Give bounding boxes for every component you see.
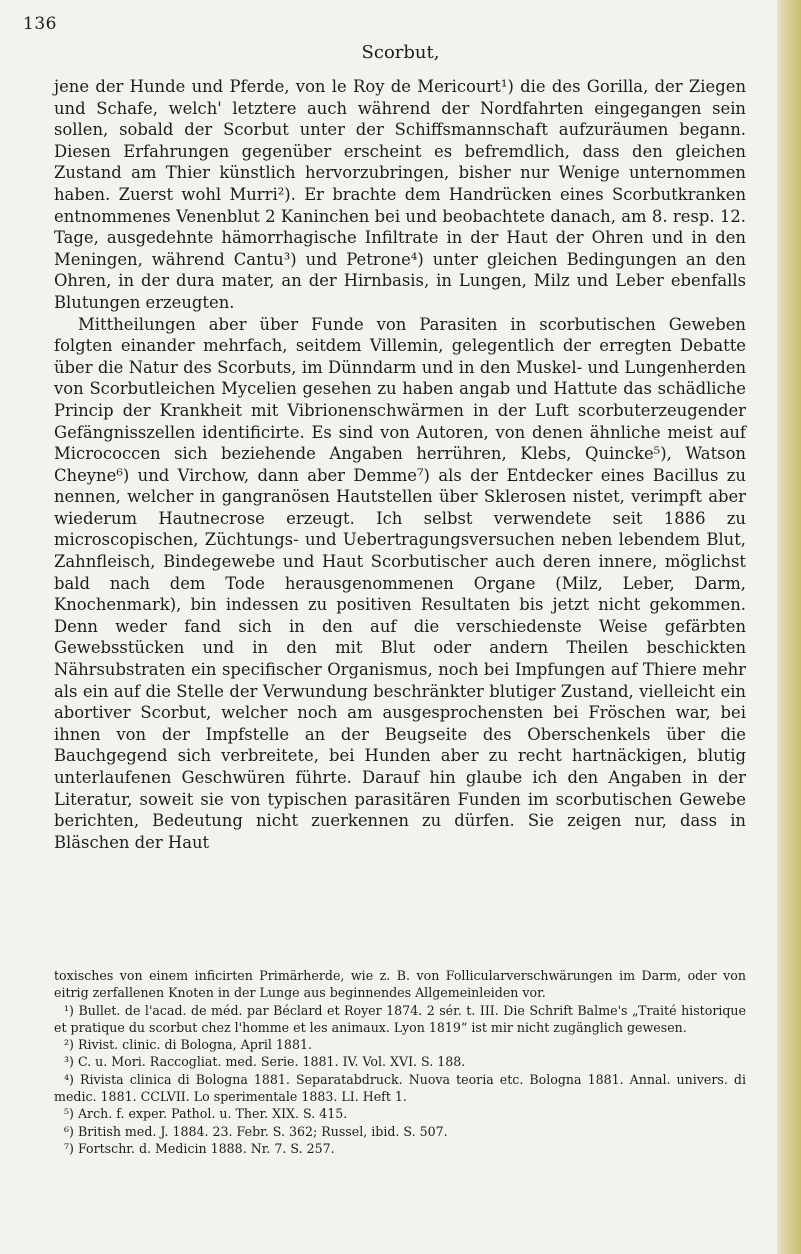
footnotes — [54, 967, 746, 1157]
footnote: ⁵) Arch. f. exper. Pathol. u. Ther. XIX. S. 415. — [64, 1106, 348, 1122]
paragraph: Mittheilungen aber über Funde von Parasiten in scorbutischen Geweben folgten einander mehrfach, seitdem Villemin, gelegentlich der erregten Debatte über die Natur des Scorbuts, im Dünndarm und in den Muskel- und Lungenherden von Scorbutleichen Mycelien gesehen zu haben angab und Hattute das schädliche Princip der Krankheit mit Vibrionenschwärmen in der Luft scorbuterzeugender Gefängnisszellen identificirte. Es sind von Autoren, von denen ähnliche meist auf Micrococcen sich beziehende Angaben herrühren, Klebs, Quincke⁵), Watson Cheyne⁶) und Virchow, dann aber Demme⁷) als der Entdecker eines Bacillus zu nennen, welcher in gangranösen Hautstellen über Sklerosen nistet, verimpft aber wiederum Hautnecrose erzeugt. Ich selbst verwendete seit 1886 zu microscopischen, Züchtungs- und Uebertragungsversuchen neben lebendem Blut, Zahnfleisch, Bindegewebe und Haut Scorbutischer auch deren innere, möglichst bald nach dem Tode herausgenommenen Organe (Milz, Leber, Darm, Knochenmark), bin indessen zu positiven Resultaten bis jetzt nicht gekommen. Denn weder fand sich in den auf die verschiedenste Weise gefärbten Gewebsstücken und in den mit Blut oder andern Theilen beschickten Nährsubstraten ein specifischer Organismus, noch bei Impfungen auf Thiere mehr als ein auf die Stelle der Verwundung beschränkter blutiger Zustand, vielleicht ein abortiver Scorbut, welcher noch am ausgesprochensten bei Fröschen war, bei ihnen von der Impfstelle an der Beugseite des Oberschenkels über die Bauchgegend sich verbreitete, bei Hunden aber zu recht hartnäckigen, blutig unterlaufenen Geschwüren führte. Darauf hin glaube ich den Angaben in der Literatur, soweit sie von typischen parasitären Funden im scorbutischen Gewebe berichten, Bedeutung nicht zuerkennen zu dürfen. Sie zeigen nur, dass in Bläschen der Haut — [54, 314, 746, 852]
main-text — [54, 76, 746, 853]
running-head: Scorbut, — [361, 42, 440, 63]
footnote: ⁴) Rivista clinica di Bologna 1881. Separatabdruck. Nuova teoria etc. Bologna 1881. Annal. univers. di medic. 1881. CCLVII. Lo sperimentale 1883. LI. Heft 1. — [54, 1071, 746, 1105]
page-edge-binding — [777, 0, 801, 1254]
footnote-continuation: toxisches von einem inficirten Primärherde, wie z. B. von Follicularverschwärungen im Darm, oder von eitrig zerfallenen Knoten in der Lunge aus beginnendes Allgemeinleiden vor. — [54, 968, 746, 1001]
footnote: ⁶) British med. J. 1884. 23. Febr. S. 362; Russel, ibid. S. 507. — [64, 1123, 448, 1139]
footnote: ⁷) Fortschr. d. Medicin 1888. Nr. 7. S. 257. — [64, 1140, 335, 1156]
footnote: ²) Rivist. clinic. di Bologna, April 1881. — [64, 1037, 312, 1053]
page-number: 136 — [23, 14, 57, 34]
paragraph: jene der Hunde und Pferde, von le Roy de Mericourt¹) die des Gorilla, der Ziegen und Schafe, welch' letztere auch während der Nordfahrten eingegangen sein sollen, sobald der Scorbut unter der Schiffsmannschaft aufzuräumen begann. Diesen Erfahrungen gegenüber erscheint es befremdlich, dass den gleichen Zustand am Thier künstlich hervorzubringen, bisher nur Wenige unternommen haben. Zuerst wohl Murri²). Er brachte dem Handrücken eines Scorbutkranken entnommenes Venenblut 2 Kaninchen bei und beobachtete danach, am 8. resp. 12. Tage, ausgedehnte hämorrhagische Infiltrate in der Haut der Ohren und in den Meningen, während Cantu³) und Petrone⁴) unter gleichen Bedingungen an den Ohren, in der dura mater, an der Hirnbasis, in Lungen, Milz und Leber ebenfalls Blutungen erzeugten. — [54, 77, 746, 312]
footnote: ³) C. u. Mori. Raccogliat. med. Serie. 1881. IV. Vol. XVI. S. 188. — [64, 1054, 466, 1070]
footnote: ¹) Bullet. de l'acad. de méd. par Béclard et Royer 1874. 2 sér. t. III. Die Schrift Balme's „Traité historique et pratique du scorbut chez l'homme et les animaux. Lyon 1819“ ist mir nicht zugänglich gewesen. — [54, 1002, 746, 1035]
